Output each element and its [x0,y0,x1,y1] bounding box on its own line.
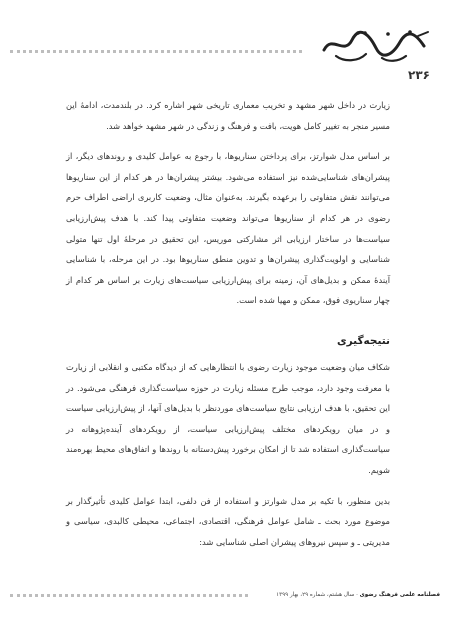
paragraph-4: بدین منظور، با تکیه بر مدل شوارتز و استفاده از فن دلفی، ابتدا عوامل کلیدی تأثیرگذار بر موضوع مورد بحث ـ شامل عوامل فرهنگی، اقتصادی، اجتماعی، محیطی کالبدی، سیاسی و مدیریتی ـ و سپس نیروهای پیشران اصلی شناسایی شد: [66,495,390,547]
footer-journal-name: فصلنامه علمی فرهنگ رضوی [359,592,440,598]
footer-credit [254,588,440,602]
paragraph-3: شکاف میان وضعیت موجود زیارت رضوی با انتظارهایی که از دیدگاه مکتبی و انقلابی از زیارت با معرفت وجود دارد، موجب طرح مسئله زیارت در حوزه سیاست‌گذاری فرهنگی می‌شود. در این تحقیق، با هدف ارزیابی نتایج سیاست‌های موردنظر با بدیل‌های آنها، از پیش‌ارزیابی سیاست و در میان رویکردهای مختلف پیش‌ارزیابی سیاست، از رویکردهای آینده‌پژوهانه در سیاست‌گذاری استفاده شد تا از امکان برخورد پیش‌دستانه با روندها و اتفاق‌های محیط بهره‌مند شویم. [66,361,390,475]
paragraph-spacer [66,136,390,146]
paragraph-spacer [66,311,390,321]
footer-dotted-rule [10,594,248,597]
paragraph-1: زیارت در داخل شهر مشهد و تخریب معماری تاریخی شهر اشاره کرد. در بلندمدت، ادامهٔ این مسیر منجر به تغییر کامل هویت، بافت و فرهنگ و زندگی در شهر مشهد خواهد شد. [66,100,390,131]
paragraph-spacer [66,321,390,331]
section-heading: نتیجه‌گیری [337,334,390,347]
footer-separator: · [354,592,358,598]
footer-issue: سال هشتم، شماره ۲۹، بهار ۱۳۹۹ [276,592,355,598]
page-number: ۲۳۶ [408,68,430,82]
journal-logo [318,26,434,66]
main-text [66,95,390,552]
header-dotted-rule [10,50,302,53]
paragraph-spacer [66,481,390,491]
paragraph-2: بر اساس مدل شوارتز، برای پرداختن سناریوها، با رجوع به عوامل کلیدی و روندهای دیگر، از پیشران‌های شناسایی‌شده نیز استفاده می‌شود. بیشتر پیشران‌ها در هر کدام از این سناریوها می‌توانند نقش متفاوتی را برعهده بگیرند. به‌عنوان مثال، وضعیت کاربری اراضی اطراف حرم رضوی در هر کدام از سناریوها می‌تواند وضعیت متفاوتی پیدا کند. با هدف پیش‌ارزیابی سیاست‌ها در ساختار ارزیابی اثر مشارکتی موریس، این تحقیق در مرحلهٔ اول تنها متولی شناسایی و اولویت‌گذاری پیشران‌ها و تدوین منطق سناریوها بود. در این مرحله، با شناسایی آیندهٔ ممکن و بدیل‌های آن، زمینه برای پیش‌ارزیابی سیاست‌های زیارت بر اساس هر کدام از چهار سناریوی فوق، ممکن و مهیا شده است. [66,151,390,306]
